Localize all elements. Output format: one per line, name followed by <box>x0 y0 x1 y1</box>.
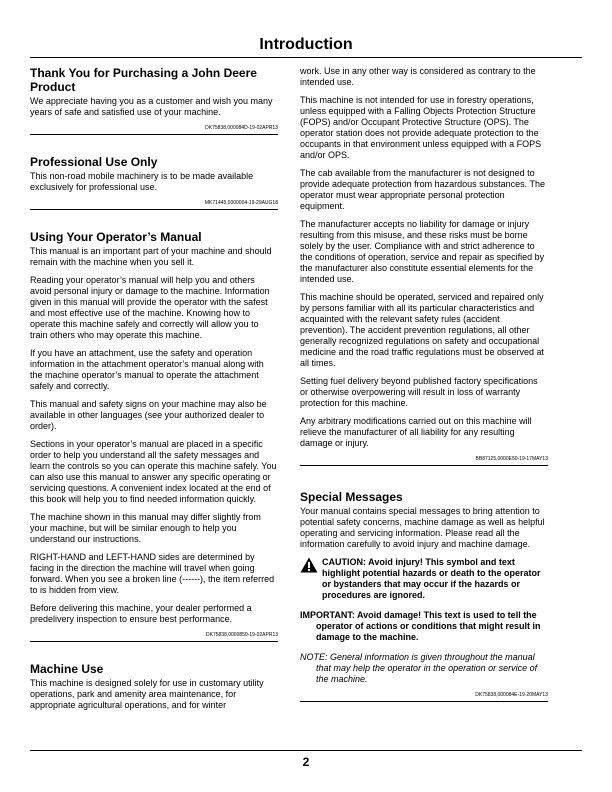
paragraph: We appreciate having you as a customer and wish you many years of safe and satisfied use of your machine. <box>30 96 273 117</box>
paragraph: Sections in your operator’s manual are placed in a specific order to help you understand all the safety messages and learn the controls so you can operate this machine safely. You can also use this manual to answer any specific operating or servicing questions. A convenient index located at the end of this book will help you to find needed information quickly. <box>30 439 277 504</box>
section-heading-thanks: Thank You for Purchasing a John Deere Product <box>30 66 257 94</box>
paragraph: This manual and safety signs on your machine may also be available in other languages (see your authorized dealer to order). <box>30 399 267 431</box>
paragraph: Any arbitrary modifications carried out on this machine will relieve the manufacturer of all liability for any resulting damage or injury. <box>300 416 532 448</box>
paragraph: The cab available from the manufacturer is not designed to provide adequate protection from hazardous substances. The operator must wear appropriate personal protection equipment. <box>300 168 545 211</box>
reference-code: DK75838,000084D-19-02APR13 <box>30 125 278 135</box>
header-rule <box>30 57 582 58</box>
section-heading-professional-use: Professional Use Only <box>30 155 158 169</box>
section-heading-operators-manual: Using Your Operator’s Manual <box>30 230 202 244</box>
reference-code: MK71445,0000004-19-29AUG18 <box>30 200 278 210</box>
footer-rule <box>30 750 582 751</box>
warning-triangle-icon <box>300 557 318 573</box>
paragraph: This machine is not intended for use in forestry operations, unless equipped with a Falling Objects Protection Structure (FOPS) and/or Occupant Protective Structure (OPS). The operator station does not provide adequate protection to the occupants in that environment unless equipped with a FOPS and/or OPS. <box>300 95 542 160</box>
paragraph: Your manual contains special messages to bring attention to potential safety concerns, machine damage as well as helpful operating and servicing information. Please read all the information carefully to avoid injury and machine damage. <box>300 506 545 549</box>
paragraph: This machine is designed solely for use in customary utility operations, park and amenity area maintenance, for appropriate agricultural operations, and for winter <box>30 678 264 710</box>
paragraph: Setting fuel delivery beyond published factory specifications or otherwise overpowering will result in loss of warranty protection for this machine. <box>300 376 538 408</box>
note-message: NOTE: General information is given throughout the manual that may help the operator in the operation or service of the machine. <box>300 652 538 684</box>
paragraph: work. Use in any other way is considered as contrary to the intended use. <box>300 66 536 87</box>
paragraph: This manual is an important part of your machine and should remain with the machine when you sell it. <box>30 246 272 267</box>
paragraph: This machine should be operated, serviced and repaired only by persons familiar with all its particular characteristics and acquainted with the relevant safety rules (accident prevention). The accident prevention regulations, all other generally recognized regulations on safety and occupational medicine and the road traffic regulations must be observed at all times. <box>300 292 544 368</box>
reference-code: DK75838,0000850-19-02APR13 <box>30 632 278 642</box>
paragraph: Before delivering this machine, your dealer performed a predelivery inspection to ensure best performance. <box>30 603 252 624</box>
paragraph: Reading your operator’s manual will help you and others avoid personal injury or damage to the machine. Information given in this manual will provide the operator with the safest and most effective use of the machine. Knowing how to operate this machine safely and correctly will allow you to train others who may operate this machine. <box>30 275 270 340</box>
page-number: 2 <box>302 755 310 769</box>
section-heading-machine-use: Machine Use <box>30 662 104 676</box>
section-heading-special-messages: Special Messages <box>300 490 403 504</box>
paragraph: RIGHT-HAND and LEFT-HAND sides are determined by facing in the direction the machine will travel when going forward. When you see a broken line (------), the item referred to is hidden from view. <box>30 552 275 595</box>
reference-code: BB87125,0000E50-19-17MAY13 <box>300 456 548 466</box>
page-title: Introduction <box>259 36 353 53</box>
left-column <box>30 66 278 718</box>
paragraph: This non-road mobile machinery is to be made available exclusively for professional use. <box>30 171 254 192</box>
caution-text: CAUTION: Avoid injury! This symbol and text highlight potential hazards or death to the operator or bystanders that may occur if the hazards or procedures are ignored. <box>322 557 541 600</box>
paragraph: The machine shown in this manual may differ slightly from your machine, but will be similar enough to help you understand our instructions. <box>30 512 261 544</box>
caution-message <box>300 557 548 601</box>
reference-code: DK75838,000084E-19-20MAY13 <box>300 692 548 702</box>
paragraph: If you have an attachment, use the safety and operation information in the attachment operator’s manual along with the machine operator’s manual to operate the attachment safely and correctly. <box>30 348 264 391</box>
paragraph: The manufacturer accepts no liability for damage or injury resulting from this misuse, and these risks must be borne solely by the user. Compliance with and strict adherence to the conditions of operation, service and repair as specified by the manufacturer also constitute essential elements for the intended use. <box>300 219 545 284</box>
important-message: IMPORTANT: Avoid damage! This text is used to tell the operator of actions or conditions that might result in damage to the machine. <box>300 610 541 642</box>
right-column <box>300 66 548 702</box>
